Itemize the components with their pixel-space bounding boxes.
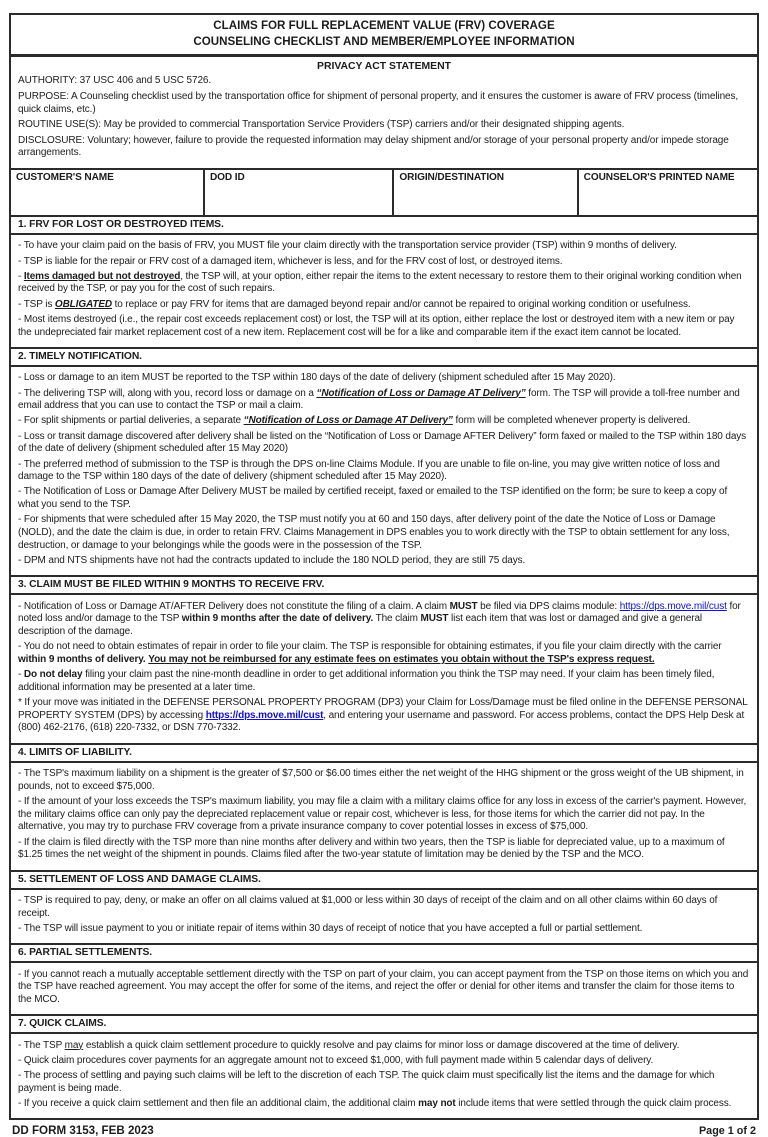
text-segment: form. The TSP will provide a toll-free number and email address that you can use to contact the TSP or mail a claim. — [18, 387, 740, 412]
text-segment: “Notification of Loss or Damage AT Delivery” — [316, 387, 526, 399]
paragraph — [18, 1070, 750, 1095]
info-field-label: CUSTOMER'S NAME — [16, 171, 114, 183]
section-body — [11, 763, 757, 870]
text-segment: - The TSP will issue payment to you or initiate repair of items within 30 days of receipt of notice that you have accepted a full or partial settlement. — [18, 923, 643, 934]
text-segment: - To have your claim paid on the basis of FRV, you MUST file your claim directly with the transportation service provider (TSP) within 9 months of delivery. — [18, 240, 677, 252]
text-segment: You may not be reimbursed for any estimate fees on estimates you obtain without the TSP's express request. — [148, 653, 655, 665]
paragraph — [18, 459, 750, 484]
paragraph — [18, 837, 750, 862]
paragraph — [18, 372, 750, 385]
text-segment: - For split shipments or partial deliveries, a separate — [18, 415, 244, 427]
section-body — [11, 963, 757, 1014]
section-body — [11, 235, 757, 347]
info-field-dod-id — [205, 170, 394, 215]
form-title-line2: COUNSELING CHECKLIST AND MEMBER/EMPLOYEE INFORMATION — [193, 35, 575, 49]
text-segment: - Most items destroyed (i.e., the repair cost exceeds replacement cost) or lost, the TSP will at its option, either replace the lost or destroyed item with a new item or pay the undepreciated fair market replacement cost of a new item. Replacement cost will be for a like and comparable item if the exact item cannot be located. — [18, 313, 735, 338]
info-field-label: DOD ID — [209, 171, 245, 183]
text-segment: , the TSP will, at your option, either repair the items to the extent necessary to restore them to their original working condition when received by the TSP, or pay you for the cost of such repairs. — [18, 270, 742, 295]
paragraph — [18, 388, 750, 413]
form-border-box — [9, 13, 759, 1120]
text-segment: “Notification of Loss or Damage AT Delivery” — [243, 415, 453, 427]
paragraph — [18, 256, 750, 269]
privacy-line: DISCLOSURE: Voluntary; however, failure to provide the requested information may delay shipment and/or storage of your personal property and/or impede storage arrangements. — [18, 134, 729, 159]
text-segment: include items that were settled through the quick claim process. — [455, 1098, 732, 1110]
privacy-act-heading: PRIVACY ACT STATEMENT — [317, 61, 451, 73]
info-field-customer-s-name — [11, 170, 205, 215]
info-field-value — [210, 183, 387, 209]
text-segment: form will be completed whenever property is delivered. — [452, 415, 691, 427]
paragraph — [18, 641, 750, 666]
dps-claims-link[interactable]: https://dps.move.mil/cust — [619, 600, 727, 612]
text-segment: MUST — [420, 613, 449, 625]
text-segment: - — [18, 669, 24, 681]
text-segment: - If the claim is filed directly with the TSP more than nine months after delivery and within two years, then the TSP is liable for depreciated value, up to a maximum of $1.25 times the net weight of the shipment in pounds. Claims filed after the two-year statute of limitation may be denied by the TSP and the MCO. — [18, 836, 725, 861]
section-heading: 2. TIMELY NOTIFICATION. — [11, 347, 757, 367]
text-segment: - The Notification of Loss or Damage After Delivery MUST be mailed by certified receipt, faxed or emailed to the TSP identified on the form; be sure to keep a copy of what you send to the TSP. — [18, 486, 728, 511]
text-segment: may not — [418, 1098, 456, 1110]
text-segment: - The preferred method of submission to the TSP is through the DPS on-line Claims Module. If you are unable to file on-line, you may give written notice of loss and damage to the TSP within 180 days of the date of delivery (shipment scheduled after 15 May 2020). — [18, 458, 720, 483]
paragraph — [18, 240, 750, 253]
text-segment: filing your claim past the nine-month deadline in order to get additional information you think the TSP may need. If your claim has been timely filed, additional information may be presented at a later time. — [18, 669, 715, 693]
form-number: DD FORM 3153, FEB 2023 — [12, 1124, 154, 1137]
section-body — [11, 890, 757, 944]
text-segment: - If you receive a quick claim settlement and then file an additional claim, the additional claim — [18, 1098, 419, 1110]
text-segment: * If your move was initiated in the DEFENSE PERSONAL PROPERTY PROGRAM (DP3) your Claim for Loss/Damage must be filed online in the DEFENSE PERSONAL PROPERTY SYSTEM (DPS) by accessing — [18, 697, 748, 721]
paragraph — [18, 1098, 750, 1111]
text-segment: within 9 months of delivery. — [18, 653, 146, 665]
sections — [11, 215, 757, 1118]
section-body — [11, 595, 757, 743]
text-segment: establish a quick claim settlement procedure to quickly resolve and pay claims for minor loss or damage discovered at the time of delivery. — [83, 1039, 680, 1051]
text-segment: be filed via DPS claims module: — [477, 600, 620, 612]
paragraph — [18, 697, 750, 735]
text-segment: for noted loss and/or damage to the TSP — [18, 600, 741, 625]
form-title — [11, 15, 757, 57]
info-field-counselor-s-printed-name — [579, 170, 757, 215]
paragraph — [18, 431, 750, 456]
section-body — [11, 1034, 757, 1118]
text-segment: Do not delay — [23, 669, 83, 681]
section-body — [11, 367, 757, 575]
text-segment: - You do not need to obtain estimates of repair in order to file your claim. The TSP is responsible for obtaining estimates, if you file your claim directly with the carrier — [18, 641, 722, 653]
paragraph — [18, 486, 750, 511]
paragraph — [18, 1040, 750, 1053]
info-field-value — [16, 183, 198, 209]
text-segment: - Loss or transit damage discovered after delivery shall be listed on the “Notification of Loss or Damage AFTER Delivery” form faxed or mailed to the TSP within 180 days of the date of delivery (shipment scheduled after 15 May 2020) — [18, 430, 747, 455]
paragraph — [18, 669, 750, 694]
text-segment: - For shipments that were scheduled after 15 May 2020, the TSP must notify you at 60 and 150 days, after delivery point of the date the Notice of Loss or Damage (NOLD), and the date the claim is due, in order to retain FRV. Claims Management in DPS enables you to work directly with the TSP to obtain settlement for any loss, destruction, or damage to your belongings while the goods were in the possession of the TSP. — [18, 514, 730, 551]
text-segment: - The TSP's maximum liability on a shipment is the greater of $7,500 or $6.00 times either the net weight of the HHG shipment or the gross weight of the UB shipment, in pounds, not to exceed $75,000. — [18, 768, 744, 792]
info-field-origin-destination — [394, 170, 578, 215]
info-field-value — [584, 183, 752, 209]
paragraph — [18, 1055, 750, 1068]
text-segment: - The process of settling and paying such claims will be left to the discretion of each TSP. The quick claim must specifically list the items and the damage for which payment is being made. — [18, 1070, 715, 1094]
privacy-line: PURPOSE: A Counseling checklist used by the transportation office for shipment of personal property, and it ensures the customer is aware of FRV process (timelines, quick claims, etc.) — [18, 90, 739, 115]
text-segment: OBLIGATED — [54, 298, 112, 310]
text-segment: Items damaged but not destroyed — [23, 270, 181, 282]
paragraph — [18, 514, 750, 552]
paragraph — [18, 923, 750, 936]
text-segment: list each item that was lost or damaged and give a general description of the damage. — [18, 613, 703, 638]
text-segment: - The TSP — [18, 1039, 65, 1051]
dps-claims-link[interactable]: https://dps.move.mil/cust — [205, 709, 324, 721]
info-field-value — [399, 183, 571, 209]
text-segment: within 9 months after the date of delivery. — [181, 613, 374, 625]
info-field-label: ORIGIN/DESTINATION — [399, 171, 504, 183]
paragraph — [18, 555, 750, 568]
text-segment: , and entering your username and password. For access problems, contact the DPS Help Desk at (800) 462-2176, (618) 220-7332, or DSN 770-7332. — [18, 709, 745, 734]
privacy-line: AUTHORITY: 37 USC 406 and 5 USC 5726. — [18, 75, 212, 87]
privacy-act-lines — [18, 75, 750, 160]
text-segment: - Loss or damage to an item MUST be reported to the TSP within 180 days of the date of delivery (shipment scheduled after 15 May 2020). — [18, 372, 616, 384]
paragraph — [18, 768, 750, 793]
text-segment: - — [18, 270, 24, 282]
text-segment: - DPM and NTS shipments have not had the contracts updated to include the 180 NOLD period, they are still 75 days. — [18, 554, 526, 566]
paragraph — [18, 299, 750, 312]
text-segment: The claim — [373, 613, 421, 625]
text-segment: - TSP is liable for the repair or FRV cost of a damaged item, whichever is less, and for the FRV cost of lost, or destroyed items. — [18, 255, 563, 267]
paragraph — [18, 271, 750, 296]
section-heading: 7. QUICK CLAIMS. — [11, 1014, 757, 1034]
paragraph — [18, 796, 750, 834]
page-footer — [9, 1120, 759, 1137]
page-number: Page 1 of 2 — [698, 1124, 756, 1137]
text-segment: - If the amount of your loss exceeds the TSP's maximum liability, you may file a claim with a military claims office for any loss in excess of the carrier's payment. However, the military claims office can only pay the depreciated replacement value or repair cost, whichever is less, for those items for which the carrier did not pay. In the alternative, you may try to purchase FRV coverage from a private insurance company to cover potential losses in excess of $75,000. — [18, 796, 747, 833]
paragraph — [18, 895, 750, 920]
text-segment: - TSP is — [18, 298, 55, 310]
section-heading: 4. LIMITS OF LIABILITY. — [11, 743, 757, 763]
info-field-label: COUNSELOR'S PRINTED NAME — [583, 171, 735, 183]
text-segment: - Notification of Loss or Damage AT/AFTER Delivery does not constitute the filing of a claim. A claim — [18, 600, 450, 612]
section-heading: 6. PARTIAL SETTLEMENTS. — [11, 943, 757, 963]
privacy-act-statement — [11, 57, 757, 169]
section-heading: 5. SETTLEMENT OF LOSS AND DAMAGE CLAIMS. — [11, 870, 757, 890]
text-segment: - If you cannot reach a mutually acceptable settlement directly with the TSP on part of your claim, you can accept payment from the TSP on those items on which you and the TSP have reached agreement. You may accept the offer for some of the items, and reject the offer or denial for other items and transfer the claim for those items to the MCO. — [18, 968, 749, 1006]
privacy-line: ROUTINE USE(S): May be provided to commercial Transportation Service Providers (TSP) carriers and/or their designated shipping agents. — [18, 119, 625, 131]
paragraph — [18, 969, 750, 1007]
paragraph — [18, 415, 750, 428]
text-segment: may — [64, 1039, 84, 1051]
text-segment: to replace or pay FRV for items that are damaged beyond repair and/or cannot be repaired to original working condition or usefulness. — [111, 298, 691, 310]
text-segment: - Quick claim procedures cover payments for an aggregate amount not to exceed $1,000, with full payment made within 5 calendar days of delivery. — [18, 1055, 654, 1067]
member-info-table — [11, 170, 757, 215]
text-segment: - TSP is required to pay, deny, or make an offer on all claims valued at $1,000 or less within 30 days of receipt of the claim and on all other claims within 60 days of receipt. — [18, 895, 718, 919]
section-heading: 1. FRV FOR LOST OR DESTROYED ITEMS. — [11, 215, 757, 235]
section-heading: 3. CLAIM MUST BE FILED WITHIN 9 MONTHS TO RECEIVE FRV. — [11, 575, 757, 595]
form-title-line1: CLAIMS FOR FULL REPLACEMENT VALUE (FRV) COVERAGE — [213, 19, 555, 32]
text-segment: MUST — [449, 600, 478, 612]
paragraph — [18, 314, 750, 339]
paragraph — [18, 601, 750, 639]
text-segment: - The delivering TSP will, along with you, record loss or damage on a — [18, 387, 317, 399]
